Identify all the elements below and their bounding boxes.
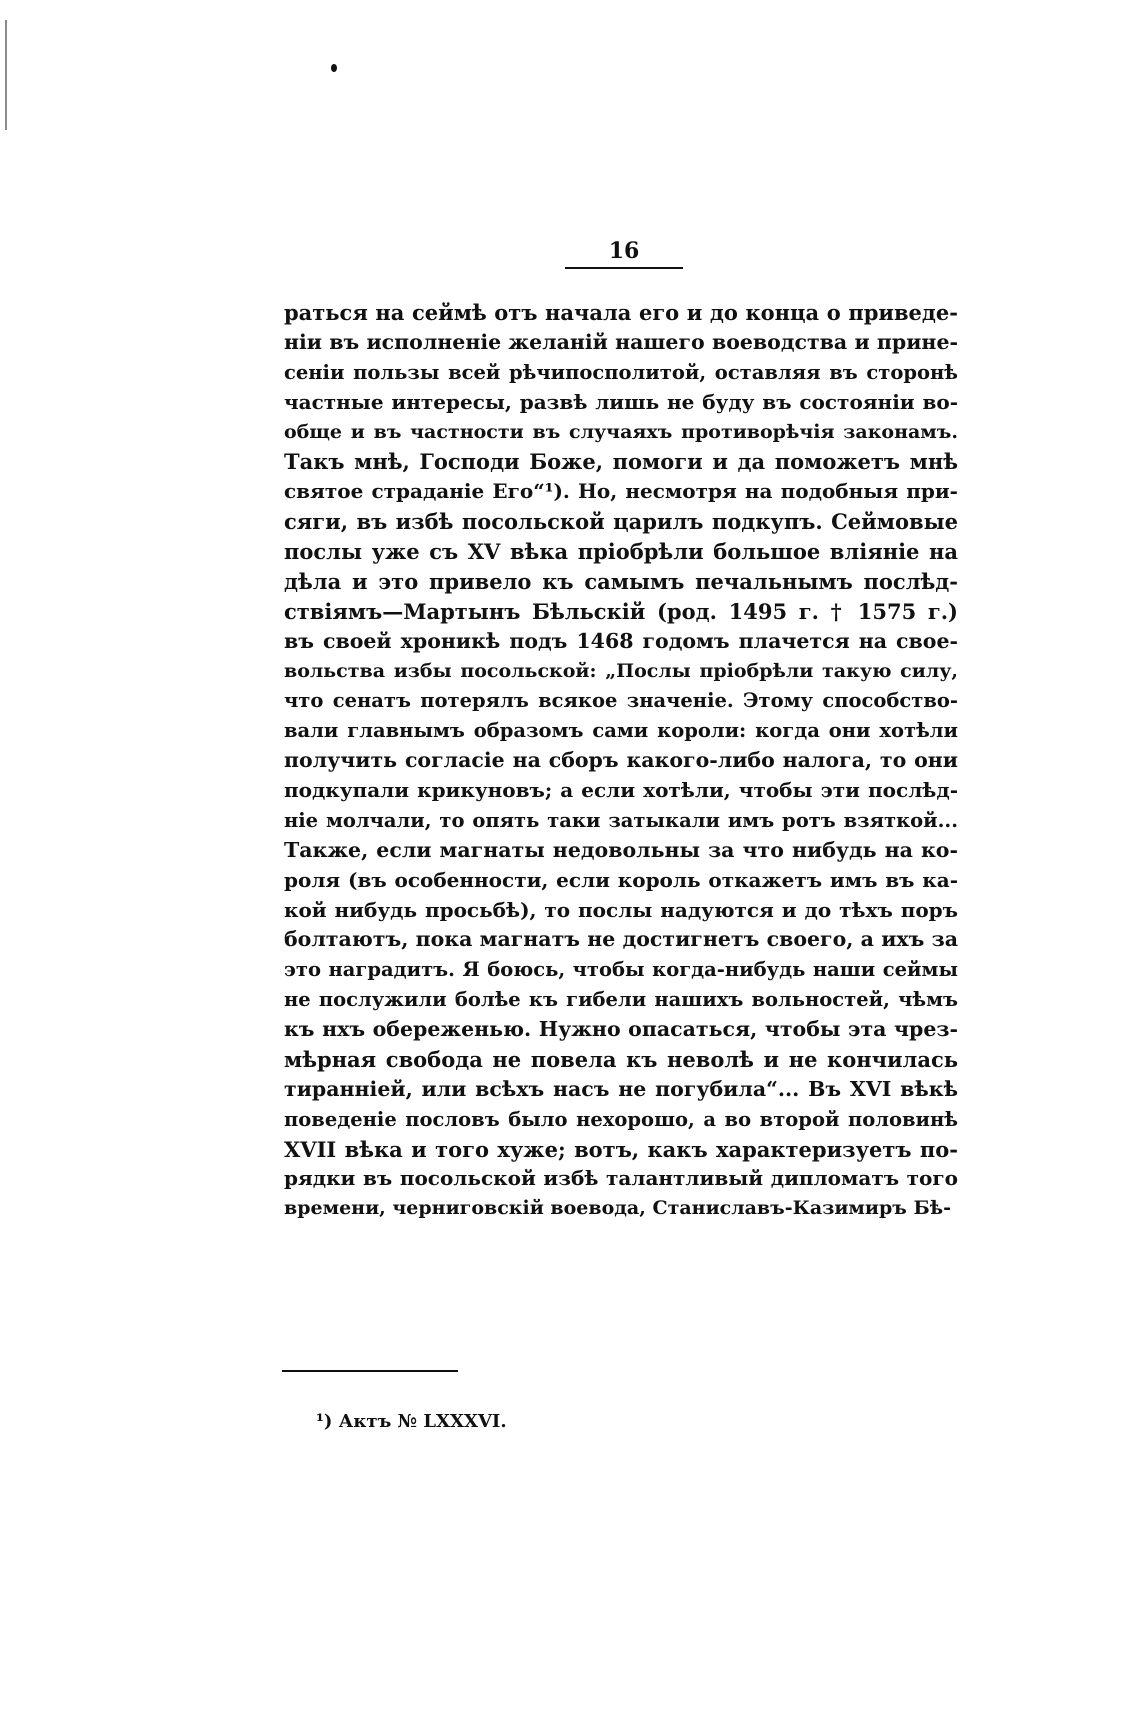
text-line: Такъ мнѣ, Господи Боже, помоги и да поможетъ мнѣ (284, 449, 958, 475)
text-line: вольства избы посольской: „Послы пріобрѣли такую силу, (284, 659, 958, 682)
text-line: ніе молчали, то опять таки затыкали имъ ротъ взяткой... (284, 808, 958, 832)
footnote: ¹) Актъ № LXXXVI. (316, 1411, 507, 1432)
page-number: 16 (565, 238, 683, 269)
text-line: получить согласіе на сборъ какого-либо налога, то они (284, 748, 958, 773)
text-line: сяги, въ избѣ посольской царилъ подкупъ. Сеймовые (284, 509, 958, 535)
text-line: сеніи пользы всей рѣчипосполитой, оставляя въ сторонѣ (284, 360, 958, 384)
text-line: Также, если магнаты недовольны за что нибудь на ко- (284, 837, 958, 862)
text-line: послы уже съ XV вѣка пріобрѣли большое вліяніе на (284, 539, 958, 564)
text-line: это наградитъ. Я боюсь, чтобы когда-нибудь наши сеймы (284, 958, 958, 982)
text-line: ствіямъ—Мартынъ Бѣльскій (род. 1495 г. † 1575 г.) (284, 598, 958, 624)
text-line: рядки въ посольской избѣ талантливый дипломатъ того (284, 1166, 958, 1191)
text-line: роля (въ особенности, если король откажетъ имъ въ ка- (284, 867, 958, 892)
text-line: обще и въ частности въ случаяхъ противорѣчія законамъ. (284, 420, 958, 443)
text-line: вали главнымъ образомъ сами короли: когда они хотѣли (284, 719, 958, 743)
text-line: XVII вѣка и того хуже; вотъ, какъ характеризуетъ по- (284, 1136, 958, 1162)
text-line: частные интересы, развѣ лишь не буду въ состояніи во- (284, 389, 958, 414)
text-line: кой нибудь просьбѣ), то послы надуются и до тѣхъ поръ (284, 897, 958, 922)
text-line: что сенатъ потерялъ всякое значеніе. Этому способство- (284, 689, 958, 713)
text-line: не послужили болѣе къ гибели нашихъ вольностей, чѣмъ (284, 988, 958, 1012)
text-line: поведеніе пословъ было нехорошо, а во второй половинѣ (284, 1107, 958, 1131)
text-line: къ нхъ обереженью. Нужно опасаться, чтобы эта чрез- (284, 1017, 958, 1041)
text-line: времени, черниговскій воевода, Станиславъ-Казимиръ Бѣ- (284, 1197, 951, 1220)
text-line: ніи въ исполненіе желаній нашего воеводства и прине- (284, 329, 958, 354)
text-line: святое страданіе Его“¹). Но, несмотря на подобныя при- (284, 479, 958, 504)
text-line: подкупали крикуновъ; а если хотѣли, чтобы эти послѣд- (284, 778, 958, 802)
text-line: мѣрная свобода не повела къ неволѣ и не кончилась (284, 1046, 958, 1072)
text-line: болтаютъ, пока магнатъ не достигнетъ своего, а ихъ за (284, 927, 958, 952)
scan-edge-line (5, 20, 7, 130)
ink-speck (331, 64, 337, 72)
text-line: тираннiей, или всѣхъ насъ не погубила“... Въ XVI вѣкѣ (284, 1076, 958, 1101)
text-line: въ своей хроникѣ подъ 1468 годомъ плачется на свое- (284, 628, 958, 653)
body-text (284, 298, 958, 1224)
text-line: дѣла и это привело къ самымъ печальнымъ послѣд- (284, 568, 958, 594)
footnote-divider (282, 1370, 458, 1372)
text-line: раться на сеймѣ отъ начала его и до конца о приведе- (284, 300, 958, 325)
